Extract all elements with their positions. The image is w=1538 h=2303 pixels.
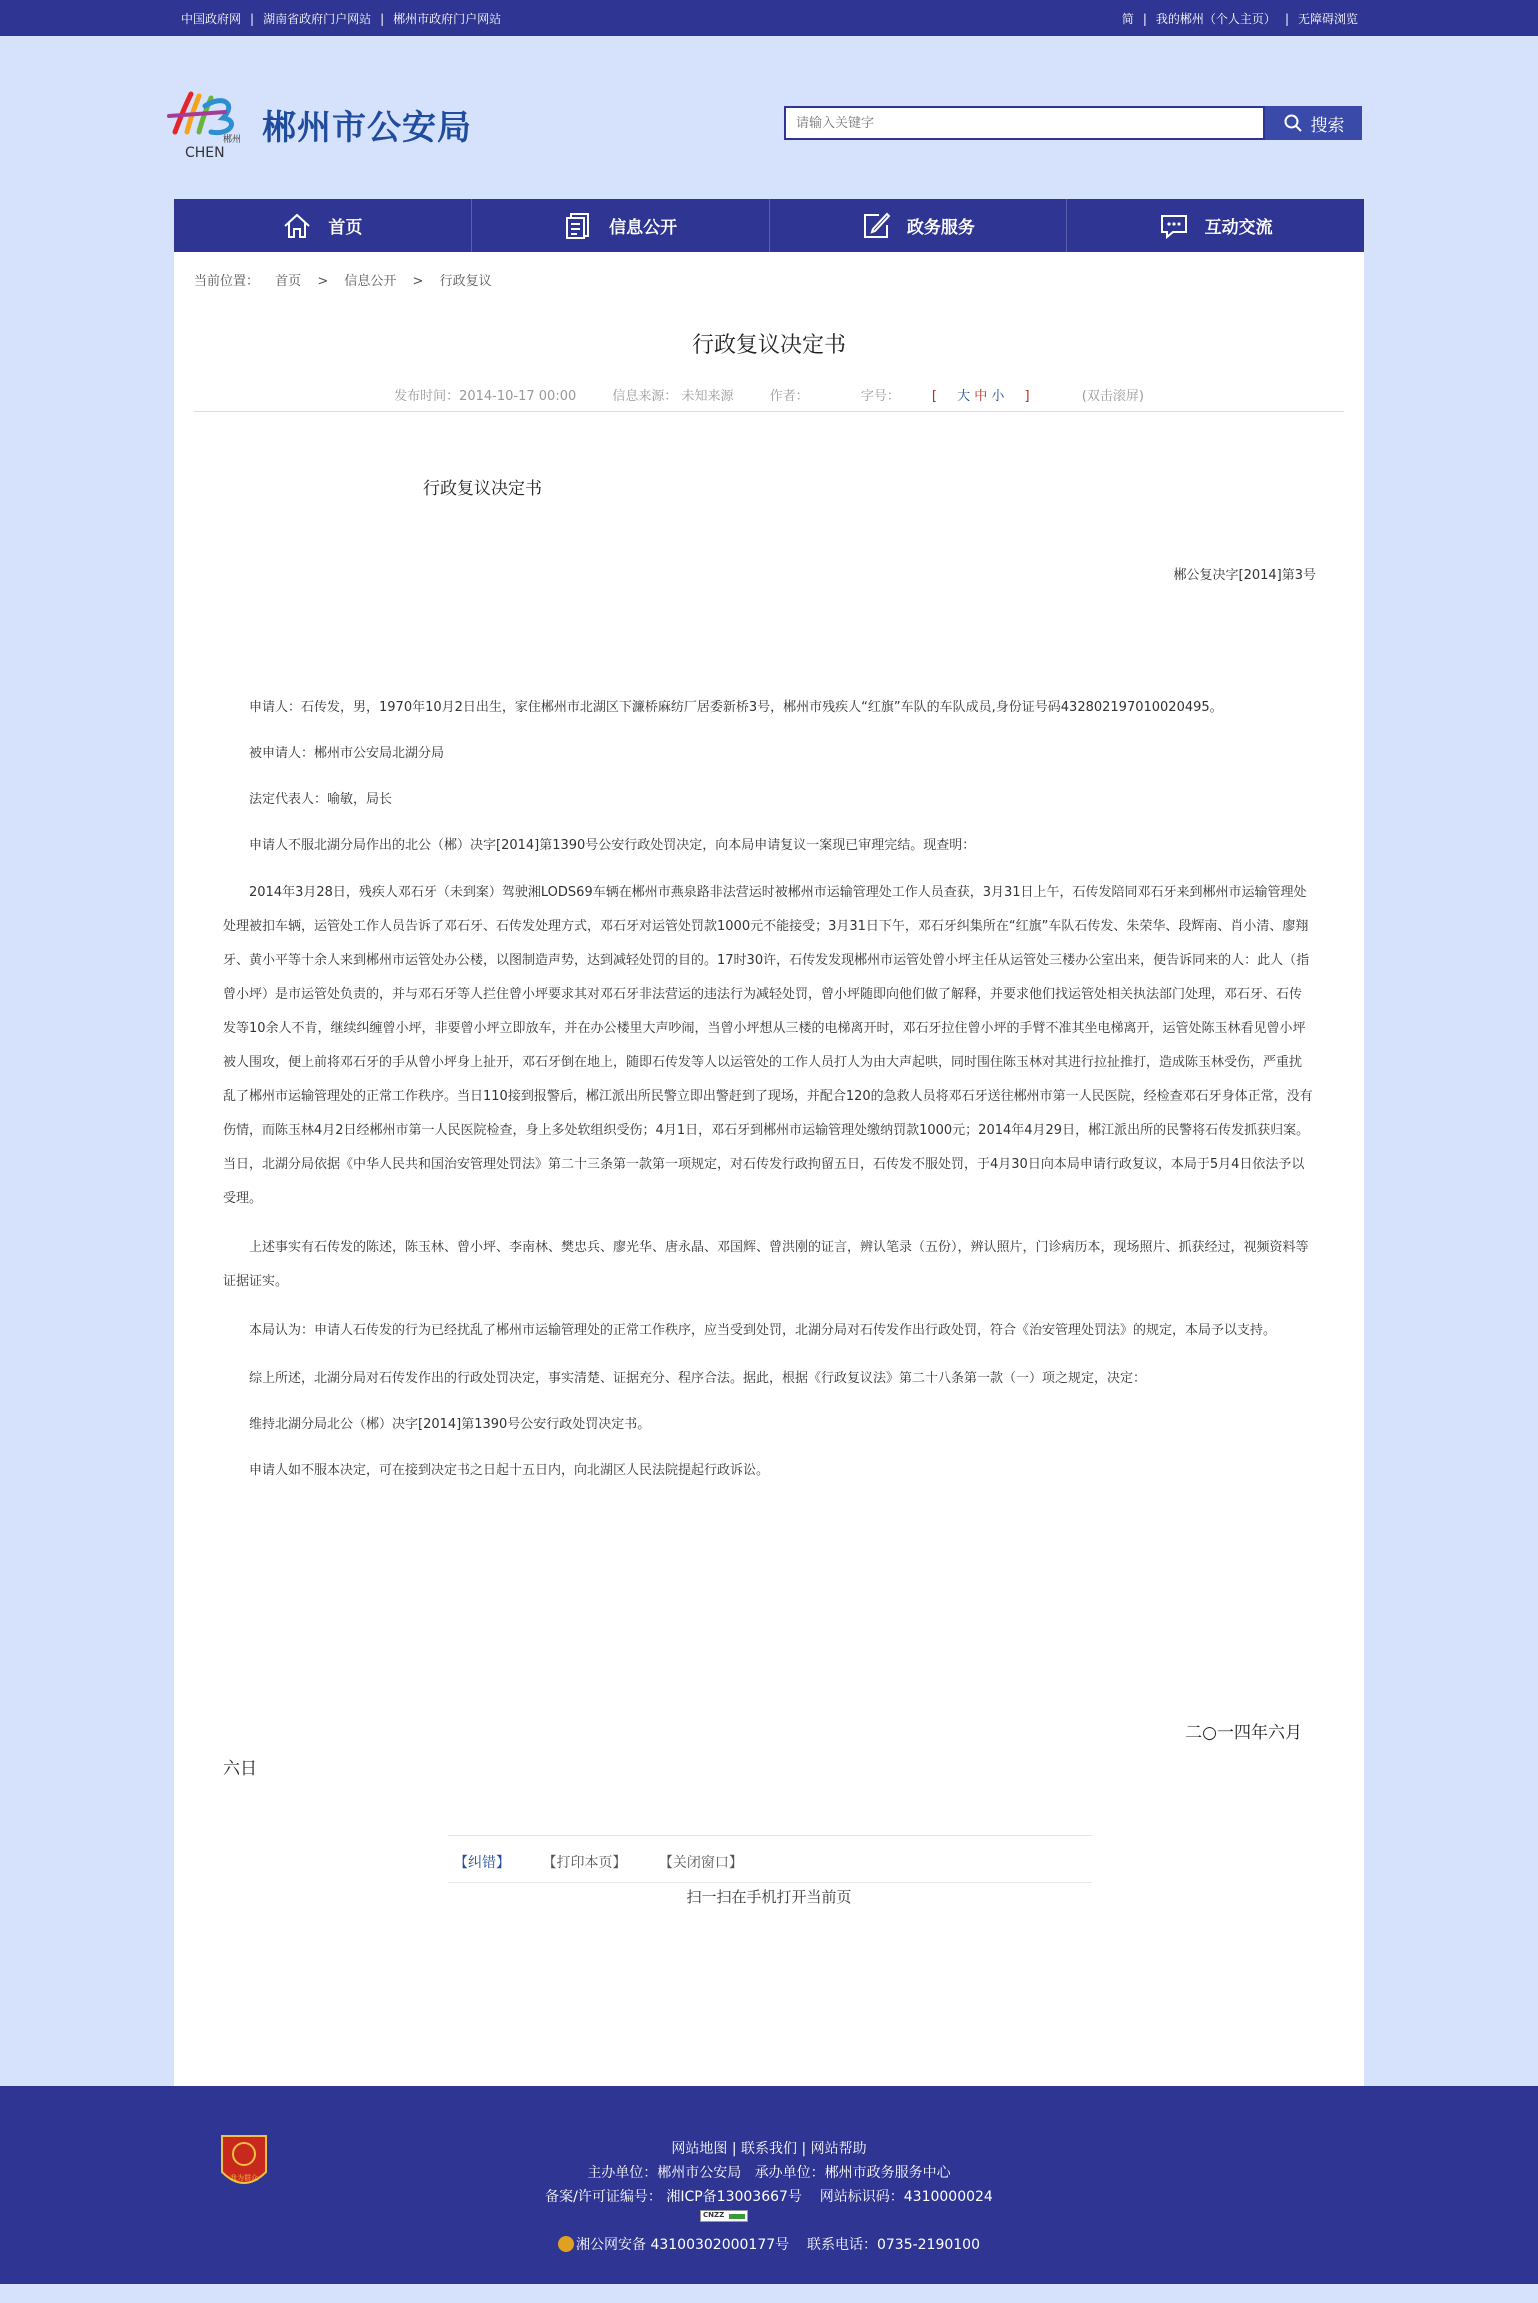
top-bar bbox=[0, 0, 1538, 36]
paragraph: 本局认为：申请人石传发的行为已经扰乱了郴州市运输管理处的正常工作秩序，应当受到处罚，北湖分局对石传发作出行政处罚，符合《治安管理处罚法》的规定，本局予以支持。 bbox=[249, 1323, 1277, 1338]
search-icon bbox=[1283, 113, 1303, 133]
badge-text: 我为群众 bbox=[230, 2174, 258, 2182]
content-panel bbox=[174, 252, 1364, 2086]
paragraph: 被申请人：郴州市公安局北湖分局 bbox=[249, 746, 445, 761]
meta-divider bbox=[194, 411, 1344, 412]
home-icon bbox=[282, 211, 312, 241]
link-china-gov[interactable]: 中国政府网 bbox=[181, 12, 242, 26]
print-button[interactable]: 【打印本页】 bbox=[542, 1855, 627, 1871]
footer-registration bbox=[0, 2186, 1538, 2206]
footer-links: 网站地图 | 联系我们 | 网站帮助 bbox=[671, 2141, 867, 2157]
scroll-hint[interactable]: (双击滚屏) bbox=[1081, 389, 1144, 404]
inner-title: 行政复议决定书 bbox=[423, 479, 542, 499]
nav-gov-service[interactable] bbox=[770, 199, 1068, 252]
footer-contact[interactable]: 联系我们 bbox=[741, 2141, 797, 2157]
qr-note: 扫一扫在手机打开当前页 bbox=[686, 1888, 852, 1906]
top-links-right: 简 | 我的郴州（个人主页） | 无障碍浏览 bbox=[1121, 12, 1358, 26]
font-size-control: 字号： [ 大 中 小 ] bbox=[860, 389, 1030, 404]
logo-sub: CHEN bbox=[185, 145, 225, 160]
cnzz-text: CNZZ bbox=[703, 2211, 725, 2219]
link-hunan-gov[interactable]: 湖南省政府门户网站 bbox=[263, 12, 372, 26]
link-my-chenzhou[interactable]: 我的郴州（个人主页） bbox=[1155, 12, 1276, 26]
article-body bbox=[223, 692, 1313, 1501]
font-size-big[interactable]: 大 bbox=[957, 389, 971, 404]
breadcrumb-info[interactable]: 信息公开 bbox=[344, 274, 397, 289]
footer-icp[interactable]: 备案/许可证编号： 湘ICP备13003667号 bbox=[545, 2189, 802, 2205]
site-title: 郴州市公安局 bbox=[262, 108, 472, 148]
breadcrumb bbox=[194, 270, 492, 289]
breadcrumb-home[interactable]: 首页 bbox=[275, 274, 302, 289]
paragraph: 申请人如不服本决定，可在接到决定书之日起十五日内，向北湖区人民法院提起行政诉讼。 bbox=[249, 1463, 770, 1478]
footer-police-record[interactable]: 湘公网安备 43100302000177号 bbox=[576, 2237, 790, 2253]
footer-host: 主办单位：郴州市公安局 bbox=[587, 2165, 742, 2181]
nav-interaction[interactable] bbox=[1067, 199, 1364, 252]
site-logo[interactable] bbox=[165, 86, 249, 160]
paragraph: 上述事实有石传发的陈述，陈玉林、曾小坪、李南林、樊忠兵、廖光华、唐永晶、邓国辉、曾洪刚的证言，辨认笔录（五份），辨认照片，门诊病历本，现场照片、抓获经过，视频资料等证据证实。 bbox=[223, 1240, 1309, 1289]
edit-icon bbox=[861, 211, 891, 241]
paragraph: 申请人不服北湖分局作出的北公（郴）决字[2014]第1390号公安行政处罚决定，向本局申请复议一案现已审理完结。现查明： bbox=[249, 838, 976, 853]
document-icon bbox=[563, 211, 593, 241]
breadcrumb-review[interactable]: 行政复议 bbox=[439, 274, 492, 289]
top-links-left: 中国政府网 | 湖南省政府门户网站 | 郴州市政府门户网站 bbox=[181, 12, 502, 26]
font-size-small[interactable]: 小 bbox=[991, 389, 1005, 404]
nav-service-label: 政务服务 bbox=[906, 218, 975, 238]
paragraph: 法定代表人：喻敏，局长 bbox=[249, 792, 393, 807]
link-chenzhou-gov[interactable]: 郴州市政府门户网站 bbox=[393, 12, 502, 26]
footer-organizers bbox=[0, 2162, 1538, 2182]
nav-interaction-label: 互动交流 bbox=[1204, 218, 1273, 238]
paragraph: 申请人：石传发，男，1970年10月2日出生，家住郴州市北湖区下濂桥麻纺厂居委新桥3号，郴州市残疾人“红旗”车队的车队成员,身份证号码432802197010020495。 bbox=[249, 700, 1223, 715]
signature-date-day: 六日 bbox=[223, 1759, 257, 1779]
nav-info-label: 信息公开 bbox=[609, 218, 678, 238]
paragraph: 2014年3月28日，残疾人邓石牙（未到案）驾驶湘LODS69车辆在郴州市燕泉路非法营运时被郴州市运输管理处工作人员查获，3月31日上午，石传发陪同邓石牙来到郴州市运输管理处处理被扣车辆，运管处工作人员告诉了邓石牙、石传发处理方式，邓石牙对运管处罚款1000元不能接受；3月31日下午，邓石牙纠集所在“红旗”车队石传发、朱荣华、段辉南、肖小清、廖翔牙、黄小平等十余人来到郴州市运管处办公楼，以图制造声势，达到减轻处罚的目的。17时30许，石传发发现郴州市运管处曾小坪主任从运管处三楼办公室出来，便告诉同来的人：此人（指曾小坪）是市运管处负责的，并与邓石牙等人拦住曾小坪要求其对邓石牙非法营运的违法行为减轻处罚，曾小坪随即向他们做了解释，并要求他们找运管处相关执法部门处理，邓石牙、石传发等10余人不肯，继续纠缠曾小坪，非要曾小坪立即放车，并在办公楼里大声吵闹，当曾小坪想从三楼的电梯离开时，邓石牙拉住曾小坪的手臂不准其坐电梯离开，运管处陈玉林看见曾小坪被人围攻，便上前将邓石牙的手从曾小坪身上扯开，邓石牙倒在地上，随即石传发等人以运管处的工作人员打人为由大声起哄，同时围住陈玉林对其进行拉扯推打，造成陈玉林受伤，严重扰乱了郴州市运输管理处的正常工作秩序。当日110接到报警后，郴江派出所民警立即出警赶到了现场，并配合120的急救人员将邓石牙送往郴州市第一人民医院，经检查邓石牙身体正常，没有伤情，而陈玉林4月2日经郴州市第一人民医院检查，身上多处软组织受伤；4月1日，邓石牙到郴州市运输管理处缴纳罚款1000元；2014年4月29日，郴江派出所的民警将石传发抓获归案。当日，北湖分局依据《中华人民共和国治安管理处罚法》第二十三条第一款第一项规定，对石传发行政拘留五日，石传发不服处罚，于4月30日向本局申请行政复议，本局于5月4日依法予以受理。 bbox=[223, 885, 1313, 1206]
footer-help[interactable]: 网站帮助 bbox=[810, 2141, 867, 2157]
police-emblem-icon bbox=[558, 2236, 574, 2252]
author: 作者： bbox=[769, 389, 809, 404]
breadcrumb-sep: > bbox=[317, 274, 329, 289]
paragraph: 综上所述，北湖分局对石传发作出的行政处罚决定，事实清楚、证据充分、程序合法。据此，根据《行政复议法》第二十八条第一款（一）项之规定，决定： bbox=[249, 1371, 1147, 1386]
report-error-button[interactable]: 【纠错】 bbox=[454, 1855, 510, 1871]
footer-site-code: 网站标识码：4310000024 bbox=[819, 2189, 993, 2205]
breadcrumb-sep: > bbox=[412, 274, 424, 289]
document-number: 郴公复决字[2014]第3号 bbox=[1173, 568, 1316, 583]
chat-icon bbox=[1159, 211, 1189, 241]
cnzz-stat-badge[interactable] bbox=[700, 2210, 748, 2222]
link-accessibility[interactable]: 无障碍浏览 bbox=[1297, 12, 1358, 26]
footer bbox=[0, 2086, 1538, 2284]
search-input[interactable] bbox=[784, 106, 1265, 140]
page-title: 行政复议决定书 bbox=[691, 333, 846, 358]
main-nav bbox=[174, 199, 1364, 252]
breadcrumb-prefix: 当前位置： bbox=[194, 274, 260, 289]
nav-info-open[interactable] bbox=[472, 199, 770, 252]
info-source: 信息来源： 未知来源 bbox=[612, 389, 734, 404]
close-window-button[interactable]: 【关闭窗口】 bbox=[658, 1855, 743, 1871]
search-button-label: 搜索 bbox=[1310, 115, 1345, 136]
footer-undertake: 承办单位：郴州市政务服务中心 bbox=[754, 2165, 951, 2181]
paragraph: 维持北湖分局北公（郴）决字[2014]第1390号公安行政处罚决定书。 bbox=[249, 1417, 651, 1432]
font-size-mid[interactable]: 中 bbox=[974, 389, 988, 404]
footer-police bbox=[0, 2234, 1538, 2254]
actions-divider bbox=[448, 1882, 1092, 1883]
nav-home-label: 首页 bbox=[328, 218, 363, 238]
logo-text: 郴州 bbox=[223, 135, 242, 145]
actions-divider bbox=[448, 1835, 1092, 1836]
publish-time: 发布时间：2014-10-17 00:00 bbox=[394, 389, 577, 404]
signature-date: 二○一四年六月 bbox=[1185, 1723, 1302, 1743]
search-button[interactable] bbox=[1265, 106, 1362, 140]
article-meta bbox=[174, 385, 1364, 404]
nav-home[interactable] bbox=[174, 199, 472, 252]
footer-sitemap[interactable]: 网站地图 bbox=[671, 2141, 728, 2157]
link-simplified[interactable]: 简 bbox=[1121, 12, 1134, 26]
footer-phone: 联系电话：0735-2190100 bbox=[806, 2237, 980, 2253]
cnzz-bar-icon bbox=[729, 2214, 745, 2219]
article-actions bbox=[454, 1852, 771, 1872]
